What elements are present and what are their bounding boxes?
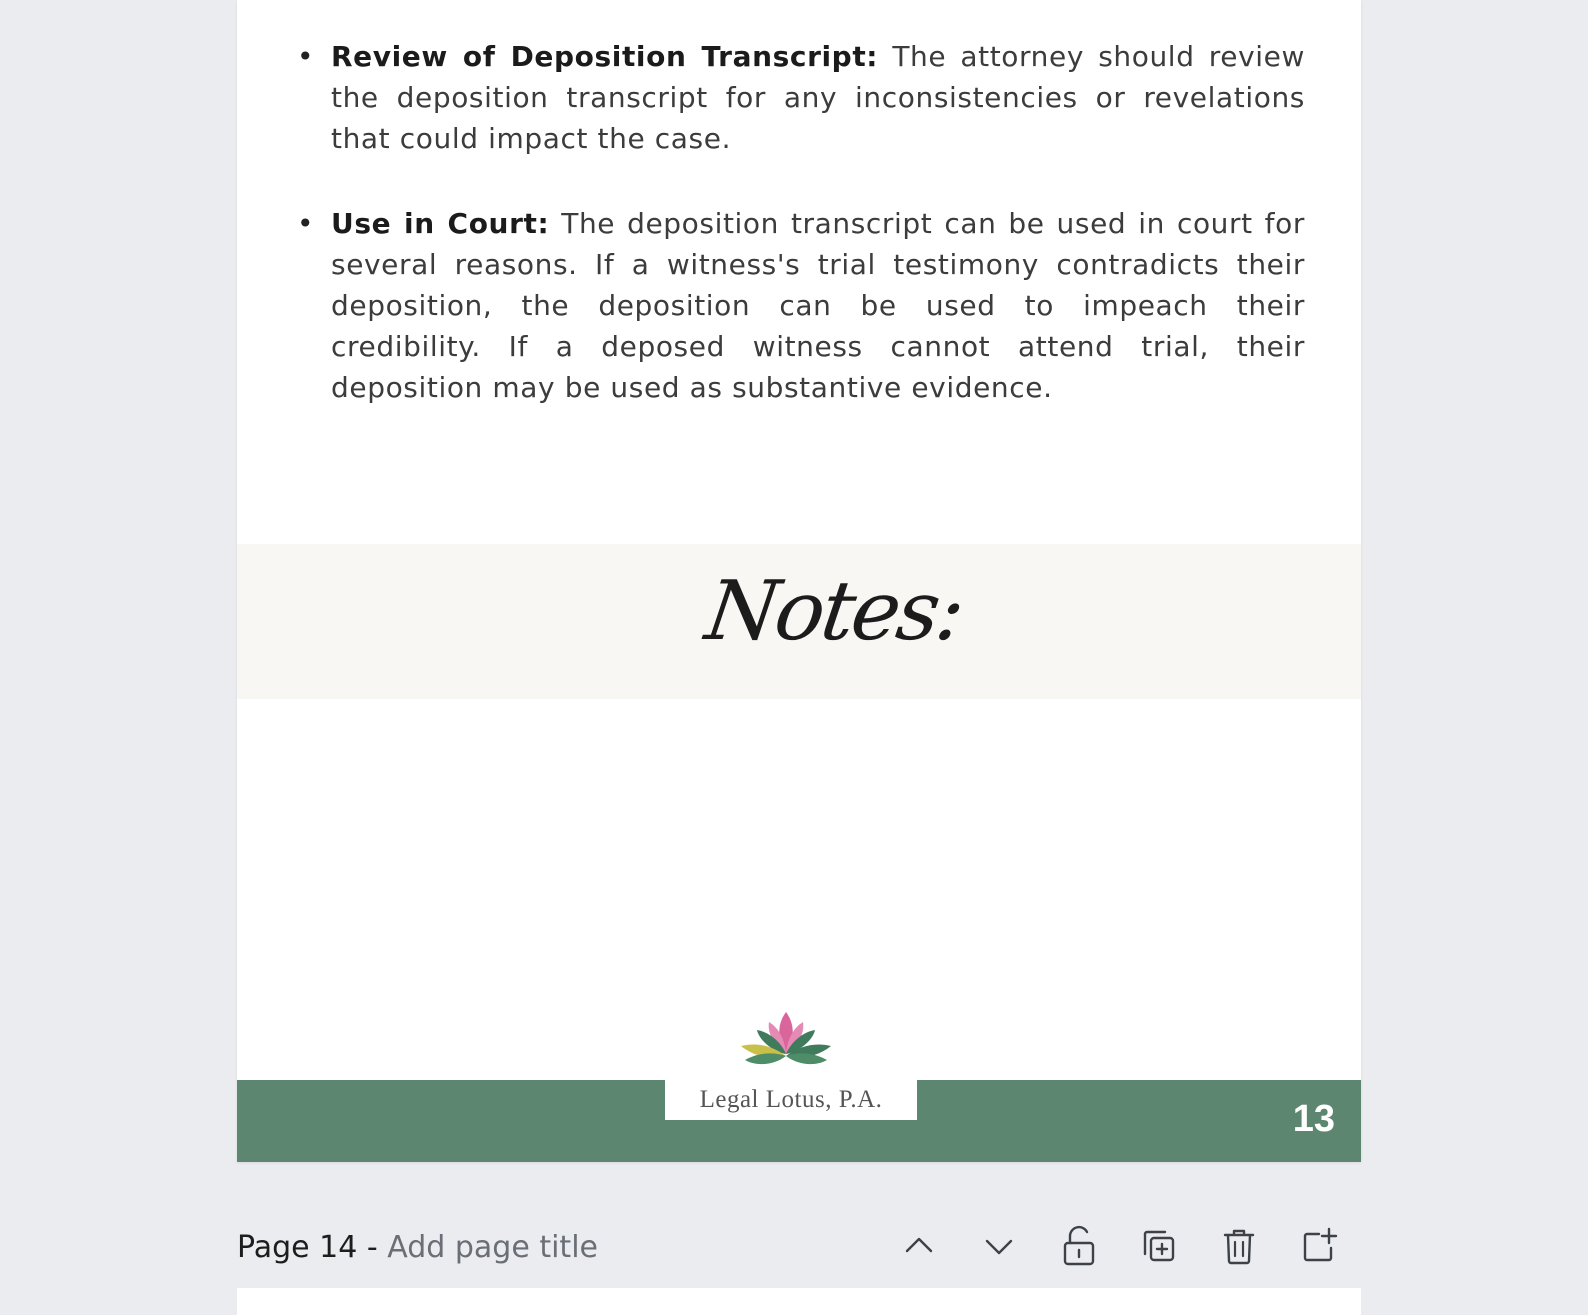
logo-text: Legal Lotus, P.A.: [699, 1086, 883, 1113]
bullet-dot: •: [297, 207, 314, 240]
bullet-list: [295, 36, 1305, 452]
chevron-down-icon[interactable]: [975, 1222, 1023, 1270]
bullet-body: The attorney should review the deposition transcript for any inconsistencies or revelations that could impact the case.: [331, 40, 1305, 155]
page-number: 13: [1292, 1098, 1335, 1140]
page-label[interactable]: [237, 1230, 598, 1265]
bullet-title: Review of Deposition Transcript:: [331, 40, 879, 73]
document-page[interactable]: [237, 0, 1361, 1162]
bullet-dot: •: [297, 40, 314, 73]
bullet-body: The deposition transcript can be used in court for several reasons. If a witness's trial testimony contradicts their deposition, the deposition can be used to impeach their credibility. If a deposed witness cannot attend trial, their deposition may be used as substantive evidence.: [331, 207, 1305, 404]
bullet-text[interactable]: [331, 203, 1305, 408]
bullet-title: Use in Court:: [331, 207, 550, 240]
page-toolbar: [895, 1222, 1343, 1270]
chevron-up-icon[interactable]: [895, 1222, 943, 1270]
trash-icon[interactable]: [1215, 1222, 1263, 1270]
notes-heading[interactable]: Notes:: [700, 564, 968, 659]
add-page-icon[interactable]: [1295, 1222, 1343, 1270]
next-page-preview[interactable]: [237, 1288, 1361, 1315]
page-bar: [237, 1222, 1361, 1274]
list-item: [295, 36, 1305, 159]
notes-band: [237, 544, 1361, 699]
page-number-label: Page 14 -: [237, 1230, 378, 1265]
duplicate-icon[interactable]: [1135, 1222, 1183, 1270]
lotus-logo-icon: [739, 1010, 833, 1068]
list-item: [295, 203, 1305, 408]
bullet-text[interactable]: [331, 36, 1305, 159]
page-title-input[interactable]: Add page title: [387, 1230, 598, 1265]
logo-box: [665, 1080, 917, 1120]
footer-bar: [237, 1080, 1361, 1162]
unlock-icon[interactable]: [1055, 1222, 1103, 1270]
